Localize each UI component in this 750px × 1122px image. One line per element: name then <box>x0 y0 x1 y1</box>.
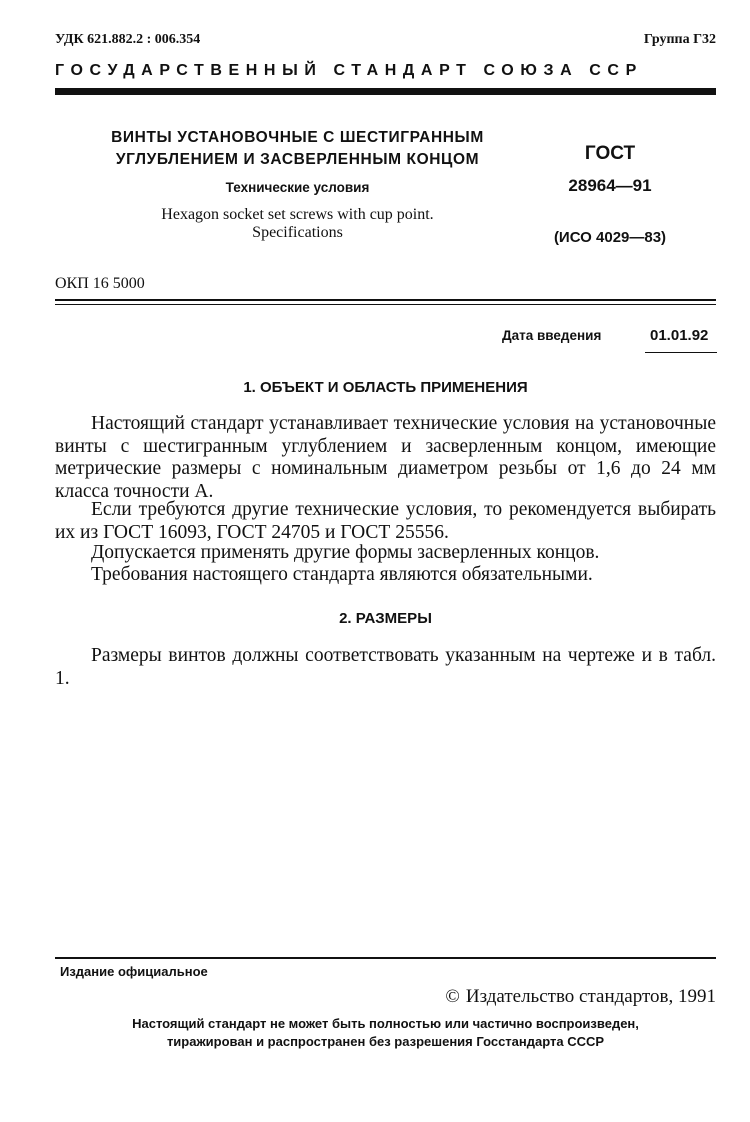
notice-line-2: тиражирован и распространен без разрешения Госстандарта СССР <box>166 1034 605 1049</box>
section-1-paragraph-1: Настоящий стандарт устанавливает технические условия на установочные винты с шестигранным углублением и засверленным концом, имеющие метрические размеры с номинальным диаметром резьбы от 1,6 до 24 мм класса точности А. <box>55 413 716 502</box>
notice-line-1: Настоящий стандарт не может быть полностью или частично воспроизведен, <box>132 1016 639 1031</box>
udk-code: УДК 621.882.2 : 006.354 <box>55 32 201 47</box>
intro-date-value: 01.01.92 <box>650 327 709 344</box>
header-rule <box>55 88 716 95</box>
section-1-paragraph-4: Требования настоящего стандарта являются обязательными. <box>91 564 593 585</box>
english-title-line-2: Specifications <box>252 224 343 241</box>
intro-date-label: Дата введения <box>502 328 602 343</box>
intro-date-underline <box>645 352 717 353</box>
official-edition-label: Издание официальное <box>60 964 208 979</box>
english-title-line-1: Hexagon socket set screws with cup point. <box>161 206 434 223</box>
title-line-1: ВИНТЫ УСТАНОВОЧНЫЕ С ШЕСТИГРАННЫМ <box>111 129 484 146</box>
divider-rule-thin <box>55 304 716 305</box>
gost-label: ГОСТ <box>584 143 636 164</box>
group-code: Группа Г32 <box>643 32 716 47</box>
publisher-line <box>445 986 716 1008</box>
divider-rule-thick <box>55 299 716 301</box>
reproduction-notice <box>55 1015 716 1051</box>
section-2-heading: 2. РАЗМЕРЫ <box>339 610 432 627</box>
iso-reference: (ИСО 4029—83) <box>553 229 667 246</box>
okp-code: ОКП 16 5000 <box>55 275 145 292</box>
section-1-paragraph-3: Допускается применять другие формы засверленных концов. <box>91 542 600 563</box>
publisher-name: Издательство стандартов, 1991 <box>465 986 716 1007</box>
title-line-2: УГЛУБЛЕНИЕМ И ЗАСВЕРЛЕННЫМ КОНЦОМ <box>115 151 480 168</box>
copyright-icon: © <box>445 986 460 1007</box>
subtitle: Технические условия <box>225 180 370 195</box>
state-standard-banner: ГОСУДАРСТВЕННЫЙ СТАНДАРТ СОЮЗА ССР <box>55 62 643 79</box>
gost-number: 28964—91 <box>568 176 652 195</box>
section-1-paragraph-2: Если требуются другие технические условия, то рекомендуется выбирать их из ГОСТ 16093, ГОСТ 24705 и ГОСТ 25556. <box>55 499 716 543</box>
gost-block <box>540 143 680 246</box>
footer-rule <box>55 957 716 959</box>
section-1-heading: 1. ОБЪЕКТ И ОБЛАСТЬ ПРИМЕНЕНИЯ <box>243 379 528 396</box>
title-block <box>55 127 540 242</box>
section-2-paragraph-1: Размеры винтов должны соответствовать указанным на чертеже и в табл. 1. <box>55 645 716 689</box>
